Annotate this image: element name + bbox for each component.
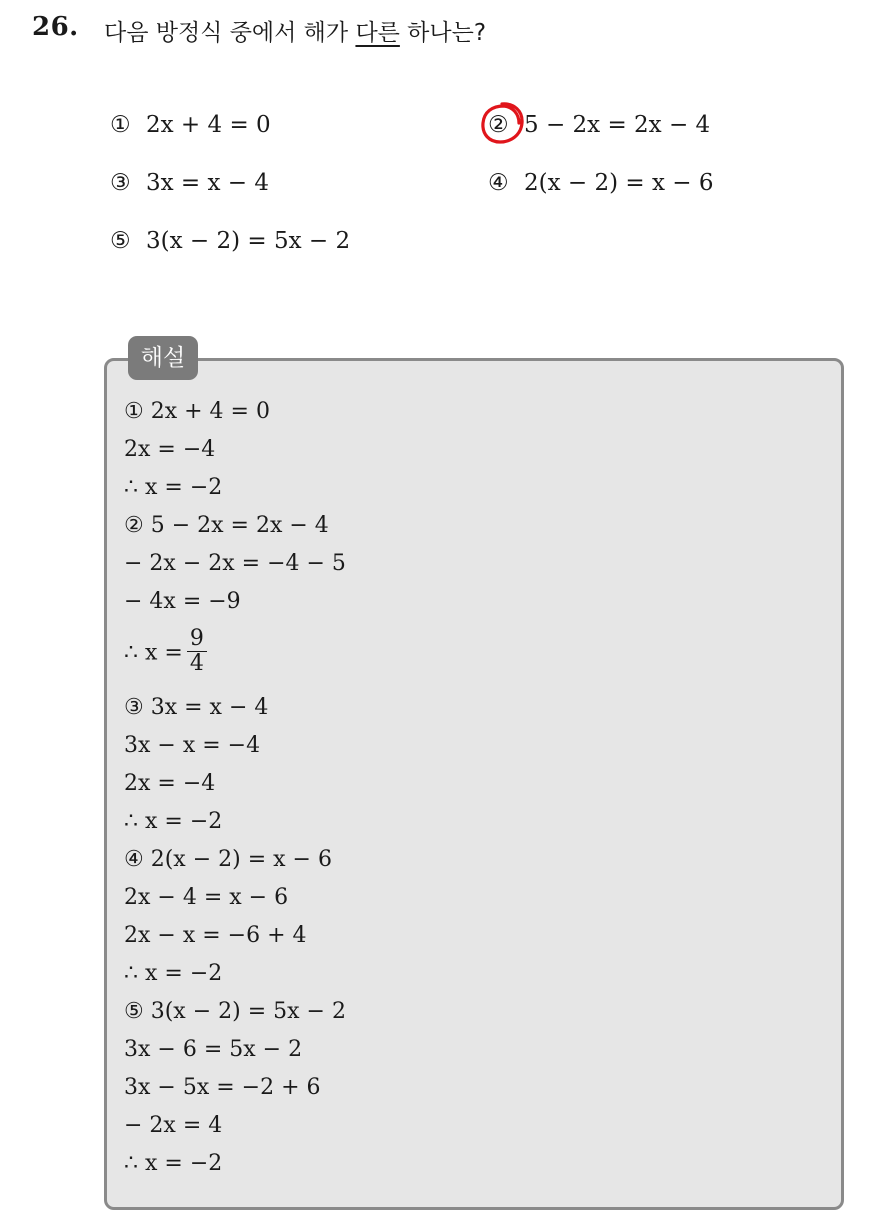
solution-label: 해설 — [128, 336, 198, 380]
choice-expression: 3x = x − 4 — [146, 170, 269, 196]
fraction-denominator: 4 — [189, 651, 204, 676]
solution-line: ⑤ 3(x − 2) = 5x − 2 — [124, 999, 346, 1024]
solution-line: 3x − 5x = −2 + 6 — [124, 1075, 321, 1100]
choice-3[interactable] — [110, 170, 269, 196]
solution-line: ∴ x = −2 — [124, 475, 223, 500]
choice-number: ② — [488, 112, 509, 138]
solution-line: ∴ x = — [124, 640, 183, 666]
choice-expression: 2(x − 2) = x − 6 — [524, 170, 714, 196]
solution-line: 2x − 4 = x − 6 — [124, 885, 289, 910]
question-stem-text: 다음 방정식 중에서 해가 — [104, 20, 356, 46]
solution-line: − 2x = 4 — [124, 1113, 223, 1138]
answer-circle-mark — [478, 100, 526, 146]
solution-line: 3x − 6 = 5x − 2 — [124, 1037, 303, 1062]
choice-expression: 2x + 4 = 0 — [146, 112, 271, 138]
solution-line: 2x − x = −6 + 4 — [124, 923, 307, 948]
choice-number: ③ — [110, 170, 131, 196]
choice-number: ④ — [488, 170, 509, 196]
choice-5[interactable] — [110, 228, 350, 254]
solution-line: − 2x − 2x = −4 − 5 — [124, 551, 346, 576]
choice-expression: 5 − 2x = 2x − 4 — [524, 112, 711, 138]
choice-number: ⑤ — [110, 228, 131, 254]
question-stem-end: 하나는? — [399, 20, 487, 46]
choice-expression: 3(x − 2) = 5x − 2 — [146, 228, 351, 254]
choice-1[interactable] — [110, 112, 271, 138]
solution-line: ∴ x = −2 — [124, 809, 223, 834]
solution-line: − 4x = −9 — [124, 589, 241, 614]
fraction-numerator: 9 — [187, 627, 207, 652]
solution-line: 2x = −4 — [124, 437, 216, 462]
solution-line: 3x − x = −4 — [124, 733, 261, 758]
question-number: 26. — [32, 12, 79, 42]
solution-line: ① 2x + 4 = 0 — [124, 399, 270, 424]
choice-number: ① — [110, 112, 131, 138]
solution-line: ④ 2(x − 2) = x − 6 — [124, 847, 332, 872]
question-stem-emphasis: 다른 — [355, 20, 400, 46]
question-stem — [104, 14, 486, 47]
fraction — [187, 627, 207, 676]
solution-line: 2x = −4 — [124, 771, 216, 796]
solution-line: ② 5 − 2x = 2x − 4 — [124, 513, 329, 538]
solution-line: ③ 3x = x − 4 — [124, 695, 269, 720]
solution-line: ∴ x = −2 — [124, 1151, 223, 1176]
solution-line: ∴ x = −2 — [124, 961, 223, 986]
choice-4[interactable] — [488, 170, 713, 196]
solution-line-fraction — [124, 626, 207, 678]
